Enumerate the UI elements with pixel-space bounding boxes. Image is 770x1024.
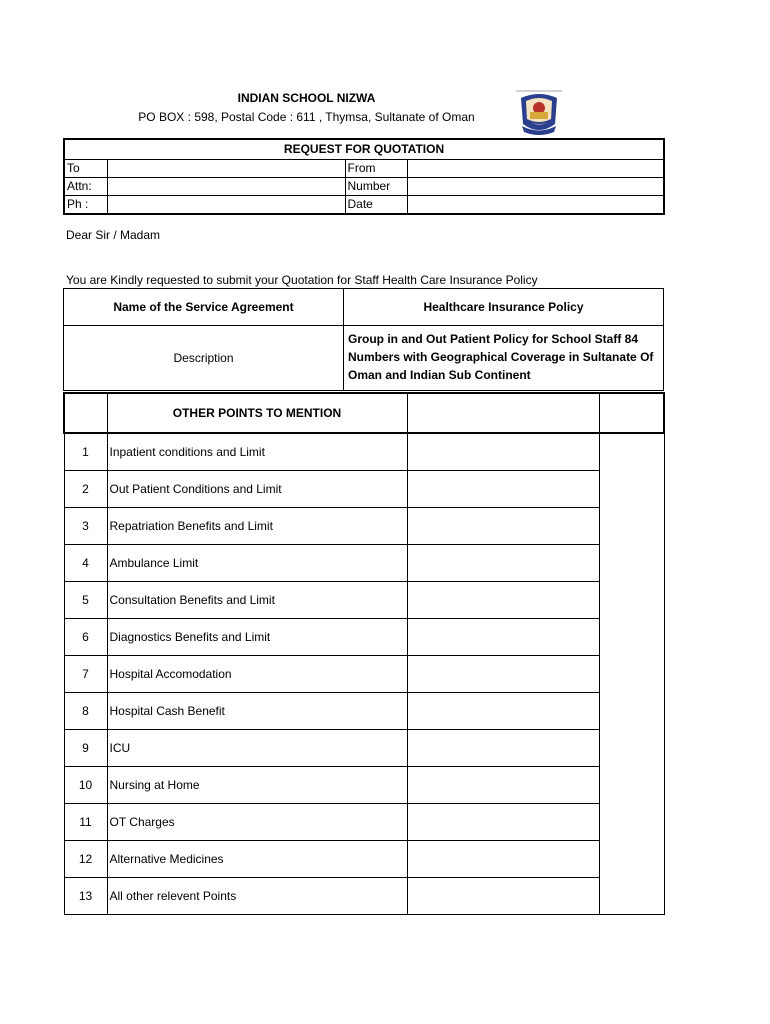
point-label: Nursing at Home — [107, 767, 407, 804]
point-response-field[interactable] — [407, 656, 599, 693]
point-response-field[interactable] — [407, 878, 599, 915]
point-response-field[interactable] — [407, 471, 599, 508]
point-label: OT Charges — [107, 804, 407, 841]
point-label: Repatriation Benefits and Limit — [107, 508, 407, 545]
point-response-field[interactable] — [407, 508, 599, 545]
other-points-body — [64, 433, 664, 915]
number-label: Number — [345, 178, 407, 196]
point-number: 1 — [64, 433, 107, 471]
table-row — [64, 878, 664, 915]
table-row — [64, 582, 664, 619]
point-number: 2 — [64, 471, 107, 508]
from-field[interactable] — [407, 160, 664, 178]
intro-text: You are Kindly requested to submit your Quotation for Staff Health Care Insurance Policy — [66, 273, 538, 287]
service-agreement-table — [63, 288, 664, 391]
point-response-field[interactable] — [407, 545, 599, 582]
table-row — [64, 804, 664, 841]
point-label: Hospital Accomodation — [107, 656, 407, 693]
school-name: INDIAN SCHOOL NIZWA — [237, 91, 376, 105]
point-number: 5 — [64, 582, 107, 619]
point-label: Ambulance Limit — [107, 545, 407, 582]
header-response-cell — [407, 393, 599, 433]
ph-field[interactable] — [107, 196, 345, 215]
table-row — [64, 730, 664, 767]
table-row — [64, 656, 664, 693]
attn-label: Attn: — [64, 178, 107, 196]
table-row — [64, 471, 664, 508]
school-address: PO BOX : 598, Postal Code : 611 , Thymsa, Sultanate of Oman — [138, 110, 475, 124]
request-for-quotation-table — [63, 138, 665, 215]
table-row — [64, 545, 664, 582]
point-label: Alternative Medicines — [107, 841, 407, 878]
point-number: 4 — [64, 545, 107, 582]
table-row — [64, 433, 664, 471]
point-label: Hospital Cash Benefit — [107, 693, 407, 730]
rfq-title: REQUEST FOR QUOTATION — [64, 139, 664, 160]
description-label: Description — [64, 326, 344, 391]
point-response-field[interactable] — [407, 841, 599, 878]
service-name-value: Healthcare Insurance Policy — [344, 289, 664, 326]
point-label: Consultation Benefits and Limit — [107, 582, 407, 619]
point-number: 8 — [64, 693, 107, 730]
point-label: All other relevent Points — [107, 878, 407, 915]
salutation: Dear Sir / Madam — [66, 228, 161, 242]
point-number: 13 — [64, 878, 107, 915]
header-remarks-cell — [599, 393, 664, 433]
table-row — [64, 693, 664, 730]
point-number: 7 — [64, 656, 107, 693]
to-label: To — [64, 160, 107, 178]
point-response-field[interactable] — [407, 767, 599, 804]
point-response-field[interactable] — [407, 433, 599, 471]
to-field[interactable] — [107, 160, 345, 178]
other-points-header-row — [64, 393, 664, 433]
point-label: ICU — [107, 730, 407, 767]
point-response-field[interactable] — [407, 619, 599, 656]
table-row — [64, 619, 664, 656]
date-label: Date — [345, 196, 407, 215]
point-number: 3 — [64, 508, 107, 545]
point-number: 10 — [64, 767, 107, 804]
number-field[interactable] — [407, 178, 664, 196]
point-response-field[interactable] — [407, 693, 599, 730]
point-number: 9 — [64, 730, 107, 767]
remarks-column[interactable] — [599, 433, 664, 915]
school-logo-icon — [514, 88, 564, 138]
point-label: Out Patient Conditions and Limit — [107, 471, 407, 508]
point-number: 11 — [64, 804, 107, 841]
point-response-field[interactable] — [407, 582, 599, 619]
point-label: Diagnostics Benefits and Limit — [107, 619, 407, 656]
point-number: 12 — [64, 841, 107, 878]
ph-label: Ph : — [64, 196, 107, 215]
table-row — [64, 767, 664, 804]
point-label: Inpatient conditions and Limit — [107, 433, 407, 471]
date-field[interactable] — [407, 196, 664, 215]
attn-field[interactable] — [107, 178, 345, 196]
service-name-label: Name of the Service Agreement — [64, 289, 344, 326]
table-row — [64, 841, 664, 878]
point-response-field[interactable] — [407, 804, 599, 841]
other-points-heading: OTHER POINTS TO MENTION — [107, 393, 407, 433]
description-value: Group in and Out Patient Policy for School Staff 84 Numbers with Geographical Coverage in Sultanate Of Oman and Indian Sub Continent — [344, 326, 664, 391]
point-number: 6 — [64, 619, 107, 656]
header-number-cell — [64, 393, 107, 433]
other-points-table — [63, 392, 665, 915]
table-row — [64, 508, 664, 545]
from-label: From — [345, 160, 407, 178]
point-response-field[interactable] — [407, 730, 599, 767]
